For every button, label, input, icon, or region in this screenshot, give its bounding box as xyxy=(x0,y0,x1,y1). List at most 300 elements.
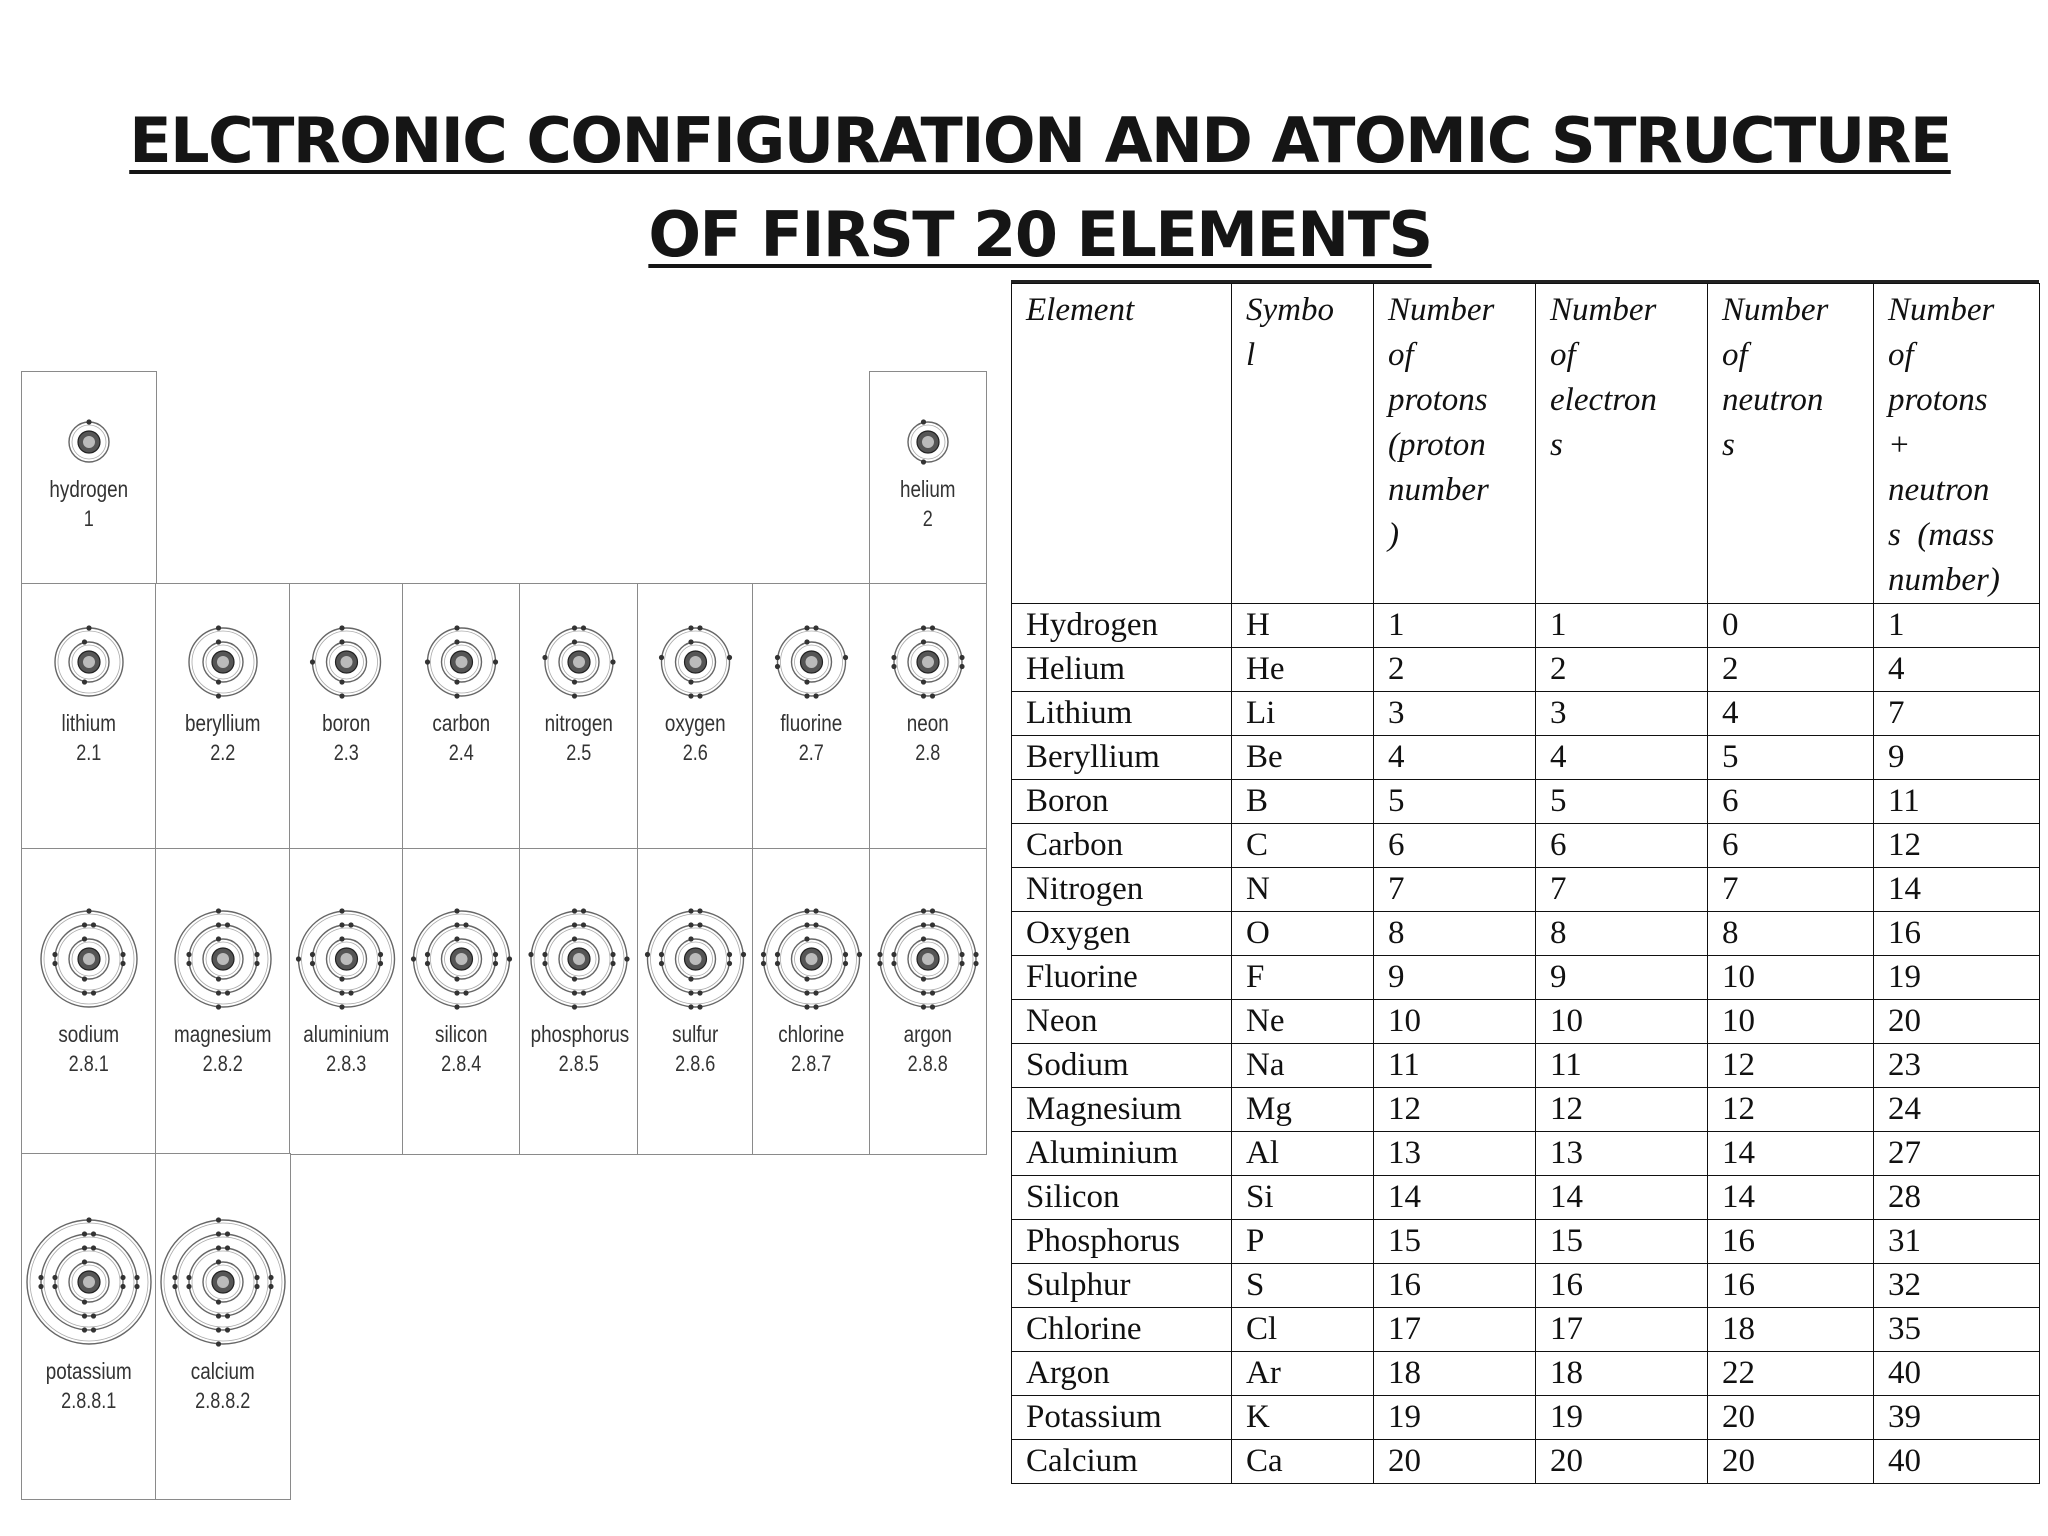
electron-dot xyxy=(454,908,459,913)
electron-configuration: 2.8 xyxy=(915,740,941,765)
table-cell: 6 xyxy=(1708,824,1874,868)
electron-configuration: 2.6 xyxy=(682,740,708,765)
electron-dot xyxy=(930,693,935,698)
electron-dot xyxy=(216,908,221,913)
table-header-label: Element xyxy=(1026,292,1135,328)
electron-dot xyxy=(339,1004,344,1009)
table-cell: 10 xyxy=(1536,1000,1708,1044)
table-header-label: Number of protons + neutron s (mass number) xyxy=(1888,292,2000,598)
atom-diagram xyxy=(870,849,986,1154)
electron-dot xyxy=(216,693,221,698)
electron-dot xyxy=(172,1275,177,1280)
element-name: boron xyxy=(322,710,371,736)
table-cell: 19 xyxy=(1536,1396,1708,1440)
electron-dot xyxy=(52,961,57,966)
electron-dot xyxy=(813,922,818,927)
table-cell: 40 xyxy=(1874,1440,2040,1484)
nucleus-core xyxy=(217,1276,229,1288)
electron-dot xyxy=(930,990,935,995)
electron-dot xyxy=(454,936,459,941)
electron-dot xyxy=(454,922,459,927)
element-cell-phosphorus xyxy=(519,848,639,1155)
table-cell: 20 xyxy=(1374,1440,1536,1484)
electron-configuration: 2.8.1 xyxy=(68,1051,109,1076)
electron-dot xyxy=(120,952,125,957)
electron-dot xyxy=(930,625,935,630)
electron-configuration: 2.8.3 xyxy=(326,1051,367,1076)
electron-dot xyxy=(697,625,702,630)
electron-dot xyxy=(454,693,459,698)
electron-dot xyxy=(659,655,664,660)
electron-dot xyxy=(775,952,780,957)
table-cell: 4 xyxy=(1874,648,2040,692)
electron-dot xyxy=(688,990,693,995)
table-cell: F xyxy=(1232,956,1374,1000)
table-row xyxy=(1012,1088,2040,1132)
electron-dot xyxy=(921,908,926,913)
table-cell: 6 xyxy=(1536,824,1708,868)
table-cell: 7 xyxy=(1874,692,2040,736)
table-row xyxy=(1012,692,2040,736)
table-cell: 8 xyxy=(1374,912,1536,956)
table-cell: Boron xyxy=(1012,780,1232,824)
electron-dot xyxy=(82,1299,87,1304)
electron-dot xyxy=(86,1217,91,1222)
element-cell-potassium xyxy=(21,1153,157,1500)
table-row xyxy=(1012,912,2040,956)
table-row xyxy=(1012,780,2040,824)
electron-dot xyxy=(339,625,344,630)
element-name: argon xyxy=(903,1021,952,1047)
table-cell: Sulphur xyxy=(1012,1264,1232,1308)
table-row xyxy=(1012,1132,2040,1176)
table-cell: 5 xyxy=(1536,780,1708,824)
electron-dot xyxy=(268,1284,273,1289)
electron-dot xyxy=(804,639,809,644)
electron-dot xyxy=(82,936,87,941)
electron-dot xyxy=(921,1004,926,1009)
electron-configuration: 2.3 xyxy=(333,740,359,765)
table-cell: 13 xyxy=(1536,1132,1708,1176)
table-cell: S xyxy=(1232,1264,1374,1308)
table-cell: 13 xyxy=(1374,1132,1536,1176)
electron-dot xyxy=(959,952,964,957)
electron-configuration: 2.8.8.2 xyxy=(195,1388,251,1413)
electron-dot xyxy=(930,1004,935,1009)
table-cell: C xyxy=(1232,824,1374,868)
electron-dot xyxy=(82,1327,87,1332)
electron-dot xyxy=(572,936,577,941)
electron-dot xyxy=(91,1313,96,1318)
table-cell: 18 xyxy=(1374,1352,1536,1396)
electron-dot xyxy=(216,1327,221,1332)
nucleus-core xyxy=(217,656,229,668)
table-cell: 9 xyxy=(1874,736,2040,780)
electron-dot xyxy=(454,639,459,644)
electron-configuration: 2.8.8 xyxy=(907,1051,948,1076)
electron-dot xyxy=(310,659,315,664)
table-row xyxy=(1012,1264,2040,1308)
table-cell: 7 xyxy=(1374,868,1536,912)
electron-dot xyxy=(86,419,91,424)
electron-dot xyxy=(804,922,809,927)
element-cell-fluorine xyxy=(752,583,871,850)
electron-dot xyxy=(581,990,586,995)
electron-dot xyxy=(921,693,926,698)
table-cell: Beryllium xyxy=(1012,736,1232,780)
electron-dot xyxy=(688,625,693,630)
electron-dot xyxy=(804,693,809,698)
electron-dot xyxy=(216,625,221,630)
electron-dot xyxy=(624,956,629,961)
table-cell: 1 xyxy=(1536,604,1708,648)
table-cell: P xyxy=(1232,1220,1374,1264)
table-cell: 16 xyxy=(1708,1220,1874,1264)
table-row xyxy=(1012,824,2040,868)
electron-dot xyxy=(727,655,732,660)
table-cell: Ca xyxy=(1232,1440,1374,1484)
electron-configuration: 2.7 xyxy=(798,740,824,765)
electron-configuration: 2.8.2 xyxy=(202,1051,243,1076)
table-row xyxy=(1012,736,2040,780)
table-cell: 2 xyxy=(1374,648,1536,692)
electron-dot xyxy=(120,961,125,966)
electron-dot xyxy=(186,1284,191,1289)
electron-dot xyxy=(645,952,650,957)
table-cell: K xyxy=(1232,1396,1374,1440)
table-header-row xyxy=(1012,284,2040,604)
table-cell: He xyxy=(1232,648,1374,692)
electron-dot xyxy=(610,659,615,664)
element-cell-magnesium xyxy=(155,848,291,1155)
element-name: potassium xyxy=(45,1358,132,1384)
electron-dot xyxy=(82,922,87,927)
electron-dot xyxy=(741,952,746,957)
electron-dot xyxy=(921,679,926,684)
table-cell: 19 xyxy=(1874,956,2040,1000)
electron-configuration: 1 xyxy=(83,506,94,531)
table-cell: Helium xyxy=(1012,648,1232,692)
table-cell: 15 xyxy=(1374,1220,1536,1264)
electron-dot xyxy=(572,976,577,981)
electron-dot xyxy=(82,990,87,995)
electron-dot xyxy=(930,908,935,913)
electron-dot xyxy=(857,952,862,957)
table-cell: 17 xyxy=(1536,1308,1708,1352)
table-cell: 6 xyxy=(1374,824,1536,868)
atom-diagram xyxy=(22,849,156,1154)
table-cell: 4 xyxy=(1536,736,1708,780)
table-cell: 14 xyxy=(1708,1132,1874,1176)
table-cell: Potassium xyxy=(1012,1396,1232,1440)
electron-dot xyxy=(804,1004,809,1009)
electron-dot xyxy=(216,976,221,981)
atom-diagram xyxy=(520,849,638,1154)
electron-dot xyxy=(813,625,818,630)
table-cell: 20 xyxy=(1708,1440,1874,1484)
electron-dot xyxy=(82,976,87,981)
electron-dot xyxy=(891,664,896,669)
table-cell: Magnesium xyxy=(1012,1088,1232,1132)
electron-dot xyxy=(120,1284,125,1289)
table-cell: 5 xyxy=(1374,780,1536,824)
table-row xyxy=(1012,1440,2040,1484)
table-cell: Ar xyxy=(1232,1352,1374,1396)
electron-dot xyxy=(921,459,926,464)
table-cell: 3 xyxy=(1536,692,1708,736)
electron-dot xyxy=(82,1313,87,1318)
table-cell: Argon xyxy=(1012,1352,1232,1396)
electron-dot xyxy=(378,952,383,957)
atom-diagram xyxy=(290,849,403,1154)
electron-dot xyxy=(463,922,468,927)
nucleus-core xyxy=(922,436,934,448)
element-cell-nitrogen xyxy=(519,583,639,850)
electron-dot xyxy=(688,679,693,684)
electron-dot xyxy=(843,961,848,966)
electron-dot xyxy=(921,419,926,424)
table-cell: 20 xyxy=(1536,1440,1708,1484)
element-name: fluorine xyxy=(780,710,843,736)
table-cell: 8 xyxy=(1708,912,1874,956)
table-row xyxy=(1012,1000,2040,1044)
table-cell: 9 xyxy=(1536,956,1708,1000)
element-cell-lithium xyxy=(21,583,157,850)
electron-dot xyxy=(348,990,353,995)
table-cell: 12 xyxy=(1708,1044,1874,1088)
table-header-cell xyxy=(1874,284,2040,604)
electron-dot xyxy=(82,1259,87,1264)
element-name: sodium xyxy=(58,1021,120,1047)
table-cell: 11 xyxy=(1874,780,2040,824)
electron-dot xyxy=(339,679,344,684)
electron-dot xyxy=(688,922,693,927)
table-cell: 22 xyxy=(1708,1352,1874,1396)
electron-dot xyxy=(216,1004,221,1009)
table-cell: Na xyxy=(1232,1044,1374,1088)
table-cell: Phosphorus xyxy=(1012,1220,1232,1264)
table-cell: 16 xyxy=(1536,1264,1708,1308)
nucleus-core xyxy=(341,656,353,668)
electron-dot xyxy=(727,961,732,966)
electron-dot xyxy=(225,922,230,927)
table-cell: 2 xyxy=(1708,648,1874,692)
electron-dot xyxy=(813,693,818,698)
electron-dot xyxy=(296,956,301,961)
electron-dot xyxy=(921,639,926,644)
electron-dot xyxy=(688,936,693,941)
electron-dot xyxy=(877,952,882,957)
electron-dot xyxy=(775,655,780,660)
electron-dot xyxy=(610,952,615,957)
electron-dot xyxy=(82,1245,87,1250)
nucleus-core xyxy=(573,953,585,965)
nucleus-core xyxy=(456,953,468,965)
table-cell: 4 xyxy=(1374,736,1536,780)
table-cell: Chlorine xyxy=(1012,1308,1232,1352)
electron-dot xyxy=(425,659,430,664)
nucleus-core xyxy=(83,1276,95,1288)
electron-dot xyxy=(82,1231,87,1236)
electron-dot xyxy=(225,1313,230,1318)
table-cell: 17 xyxy=(1374,1308,1536,1352)
table-cell: 18 xyxy=(1708,1308,1874,1352)
electron-dot xyxy=(761,952,766,957)
electron-dot xyxy=(411,956,416,961)
electron-dot xyxy=(891,952,896,957)
element-name: sulfur xyxy=(672,1021,719,1047)
electron-dot xyxy=(310,961,315,966)
table-cell: 11 xyxy=(1536,1044,1708,1088)
atom-diagram xyxy=(753,849,870,1154)
table-cell: 14 xyxy=(1874,868,2040,912)
electron-dot xyxy=(891,961,896,966)
electron-configuration: 2.8.5 xyxy=(558,1051,599,1076)
electron-dot xyxy=(921,976,926,981)
electron-dot xyxy=(572,679,577,684)
electron-dot xyxy=(216,1299,221,1304)
electron-configuration: 2.5 xyxy=(566,740,592,765)
table-cell: 20 xyxy=(1874,1000,2040,1044)
electron-dot xyxy=(688,1004,693,1009)
table-header-label: Number of neutron s xyxy=(1722,292,1829,463)
electron-dot xyxy=(775,961,780,966)
electron-configuration: 2.8.8.1 xyxy=(61,1388,117,1413)
table-cell: 9 xyxy=(1374,956,1536,1000)
table-cell: 16 xyxy=(1708,1264,1874,1308)
electron-dot xyxy=(225,1231,230,1236)
element-name: lithium xyxy=(61,710,117,736)
electron-dot xyxy=(216,1231,221,1236)
table-row xyxy=(1012,648,2040,692)
table-row xyxy=(1012,1308,2040,1352)
electron-configuration: 2.1 xyxy=(76,740,102,765)
table-cell: Calcium xyxy=(1012,1440,1232,1484)
electron-dot xyxy=(930,922,935,927)
table-header-cell xyxy=(1374,284,1536,604)
nucleus-core xyxy=(922,953,934,965)
electron-dot xyxy=(804,976,809,981)
table-cell: Carbon xyxy=(1012,824,1232,868)
electron-dot xyxy=(91,922,96,927)
electron-dot xyxy=(134,1284,139,1289)
page-title xyxy=(0,94,2048,282)
nucleus-core xyxy=(690,656,702,668)
electron-dot xyxy=(254,961,259,966)
electron-dot xyxy=(697,990,702,995)
electron-dot xyxy=(581,625,586,630)
table-cell: Silicon xyxy=(1012,1176,1232,1220)
electron-dot xyxy=(38,1275,43,1280)
table-cell: 12 xyxy=(1708,1088,1874,1132)
element-cell-sodium xyxy=(21,848,157,1155)
electron-configuration: 2 xyxy=(922,506,933,531)
table-cell: 16 xyxy=(1874,912,2040,956)
electron-dot xyxy=(454,976,459,981)
electron-dot xyxy=(659,961,664,966)
table-header-label: Symbo l xyxy=(1246,292,1334,373)
table-cell: 23 xyxy=(1874,1044,2040,1088)
electron-dot xyxy=(610,961,615,966)
element-cell-oxygen xyxy=(637,583,754,850)
element-cell-neon xyxy=(869,583,987,850)
atomic-structure-table xyxy=(1011,283,2040,1484)
electron-dot xyxy=(216,990,221,995)
electron-dot xyxy=(91,1231,96,1236)
electron-dot xyxy=(339,693,344,698)
element-cell-calcium xyxy=(155,1153,291,1500)
table-cell: 7 xyxy=(1708,868,1874,912)
electron-dot xyxy=(688,693,693,698)
table-cell: Oxygen xyxy=(1012,912,1232,956)
electron-dot xyxy=(528,952,533,957)
electron-dot xyxy=(91,1327,96,1332)
element-name: aluminium xyxy=(303,1021,390,1047)
nucleus-core xyxy=(341,953,353,965)
electron-dot xyxy=(52,1284,57,1289)
table-cell: 1 xyxy=(1374,604,1536,648)
electron-dot xyxy=(339,990,344,995)
electron-dot xyxy=(542,952,547,957)
table-cell: 14 xyxy=(1708,1176,1874,1220)
electron-dot xyxy=(572,639,577,644)
element-cell-sulfur xyxy=(637,848,754,1155)
electron-configuration: 2.4 xyxy=(448,740,474,765)
element-name: oxygen xyxy=(664,710,726,736)
electron-dot xyxy=(86,625,91,630)
electron-dot xyxy=(91,990,96,995)
electron-dot xyxy=(454,679,459,684)
table-cell: B xyxy=(1232,780,1374,824)
table-cell: Li xyxy=(1232,692,1374,736)
electron-dot xyxy=(572,1004,577,1009)
electron-dot xyxy=(254,1284,259,1289)
atom-diagram xyxy=(156,1154,290,1499)
electron-dot xyxy=(804,990,809,995)
electron-dot xyxy=(877,961,882,966)
electron-dot xyxy=(254,952,259,957)
electron-dot xyxy=(454,625,459,630)
electron-dot xyxy=(52,952,57,957)
table-cell: 10 xyxy=(1708,1000,1874,1044)
element-name: beryllium xyxy=(185,710,261,736)
electron-configuration: 2.8.4 xyxy=(441,1051,482,1076)
electron-dot xyxy=(425,961,430,966)
table-cell: 27 xyxy=(1874,1132,2040,1176)
nucleus-core xyxy=(806,656,818,668)
table-cell: Si xyxy=(1232,1176,1374,1220)
electron-dot xyxy=(804,908,809,913)
electron-dot xyxy=(921,990,926,995)
table-body xyxy=(1012,604,2040,1484)
table-cell: 18 xyxy=(1536,1352,1708,1396)
electron-dot xyxy=(216,679,221,684)
electron-dot xyxy=(572,693,577,698)
electron-dot xyxy=(688,639,693,644)
table-cell: 10 xyxy=(1708,956,1874,1000)
element-name: magnesium xyxy=(173,1021,272,1047)
electron-dot xyxy=(91,1245,96,1250)
electron-dot xyxy=(134,1275,139,1280)
element-cell-carbon xyxy=(402,583,521,850)
table-cell: Nitrogen xyxy=(1012,868,1232,912)
table-cell: Cl xyxy=(1232,1308,1374,1352)
table-row xyxy=(1012,1352,2040,1396)
table-cell: Al xyxy=(1232,1132,1374,1176)
electron-dot xyxy=(813,990,818,995)
table-header-cell xyxy=(1012,284,1232,604)
electron-dot xyxy=(225,1327,230,1332)
